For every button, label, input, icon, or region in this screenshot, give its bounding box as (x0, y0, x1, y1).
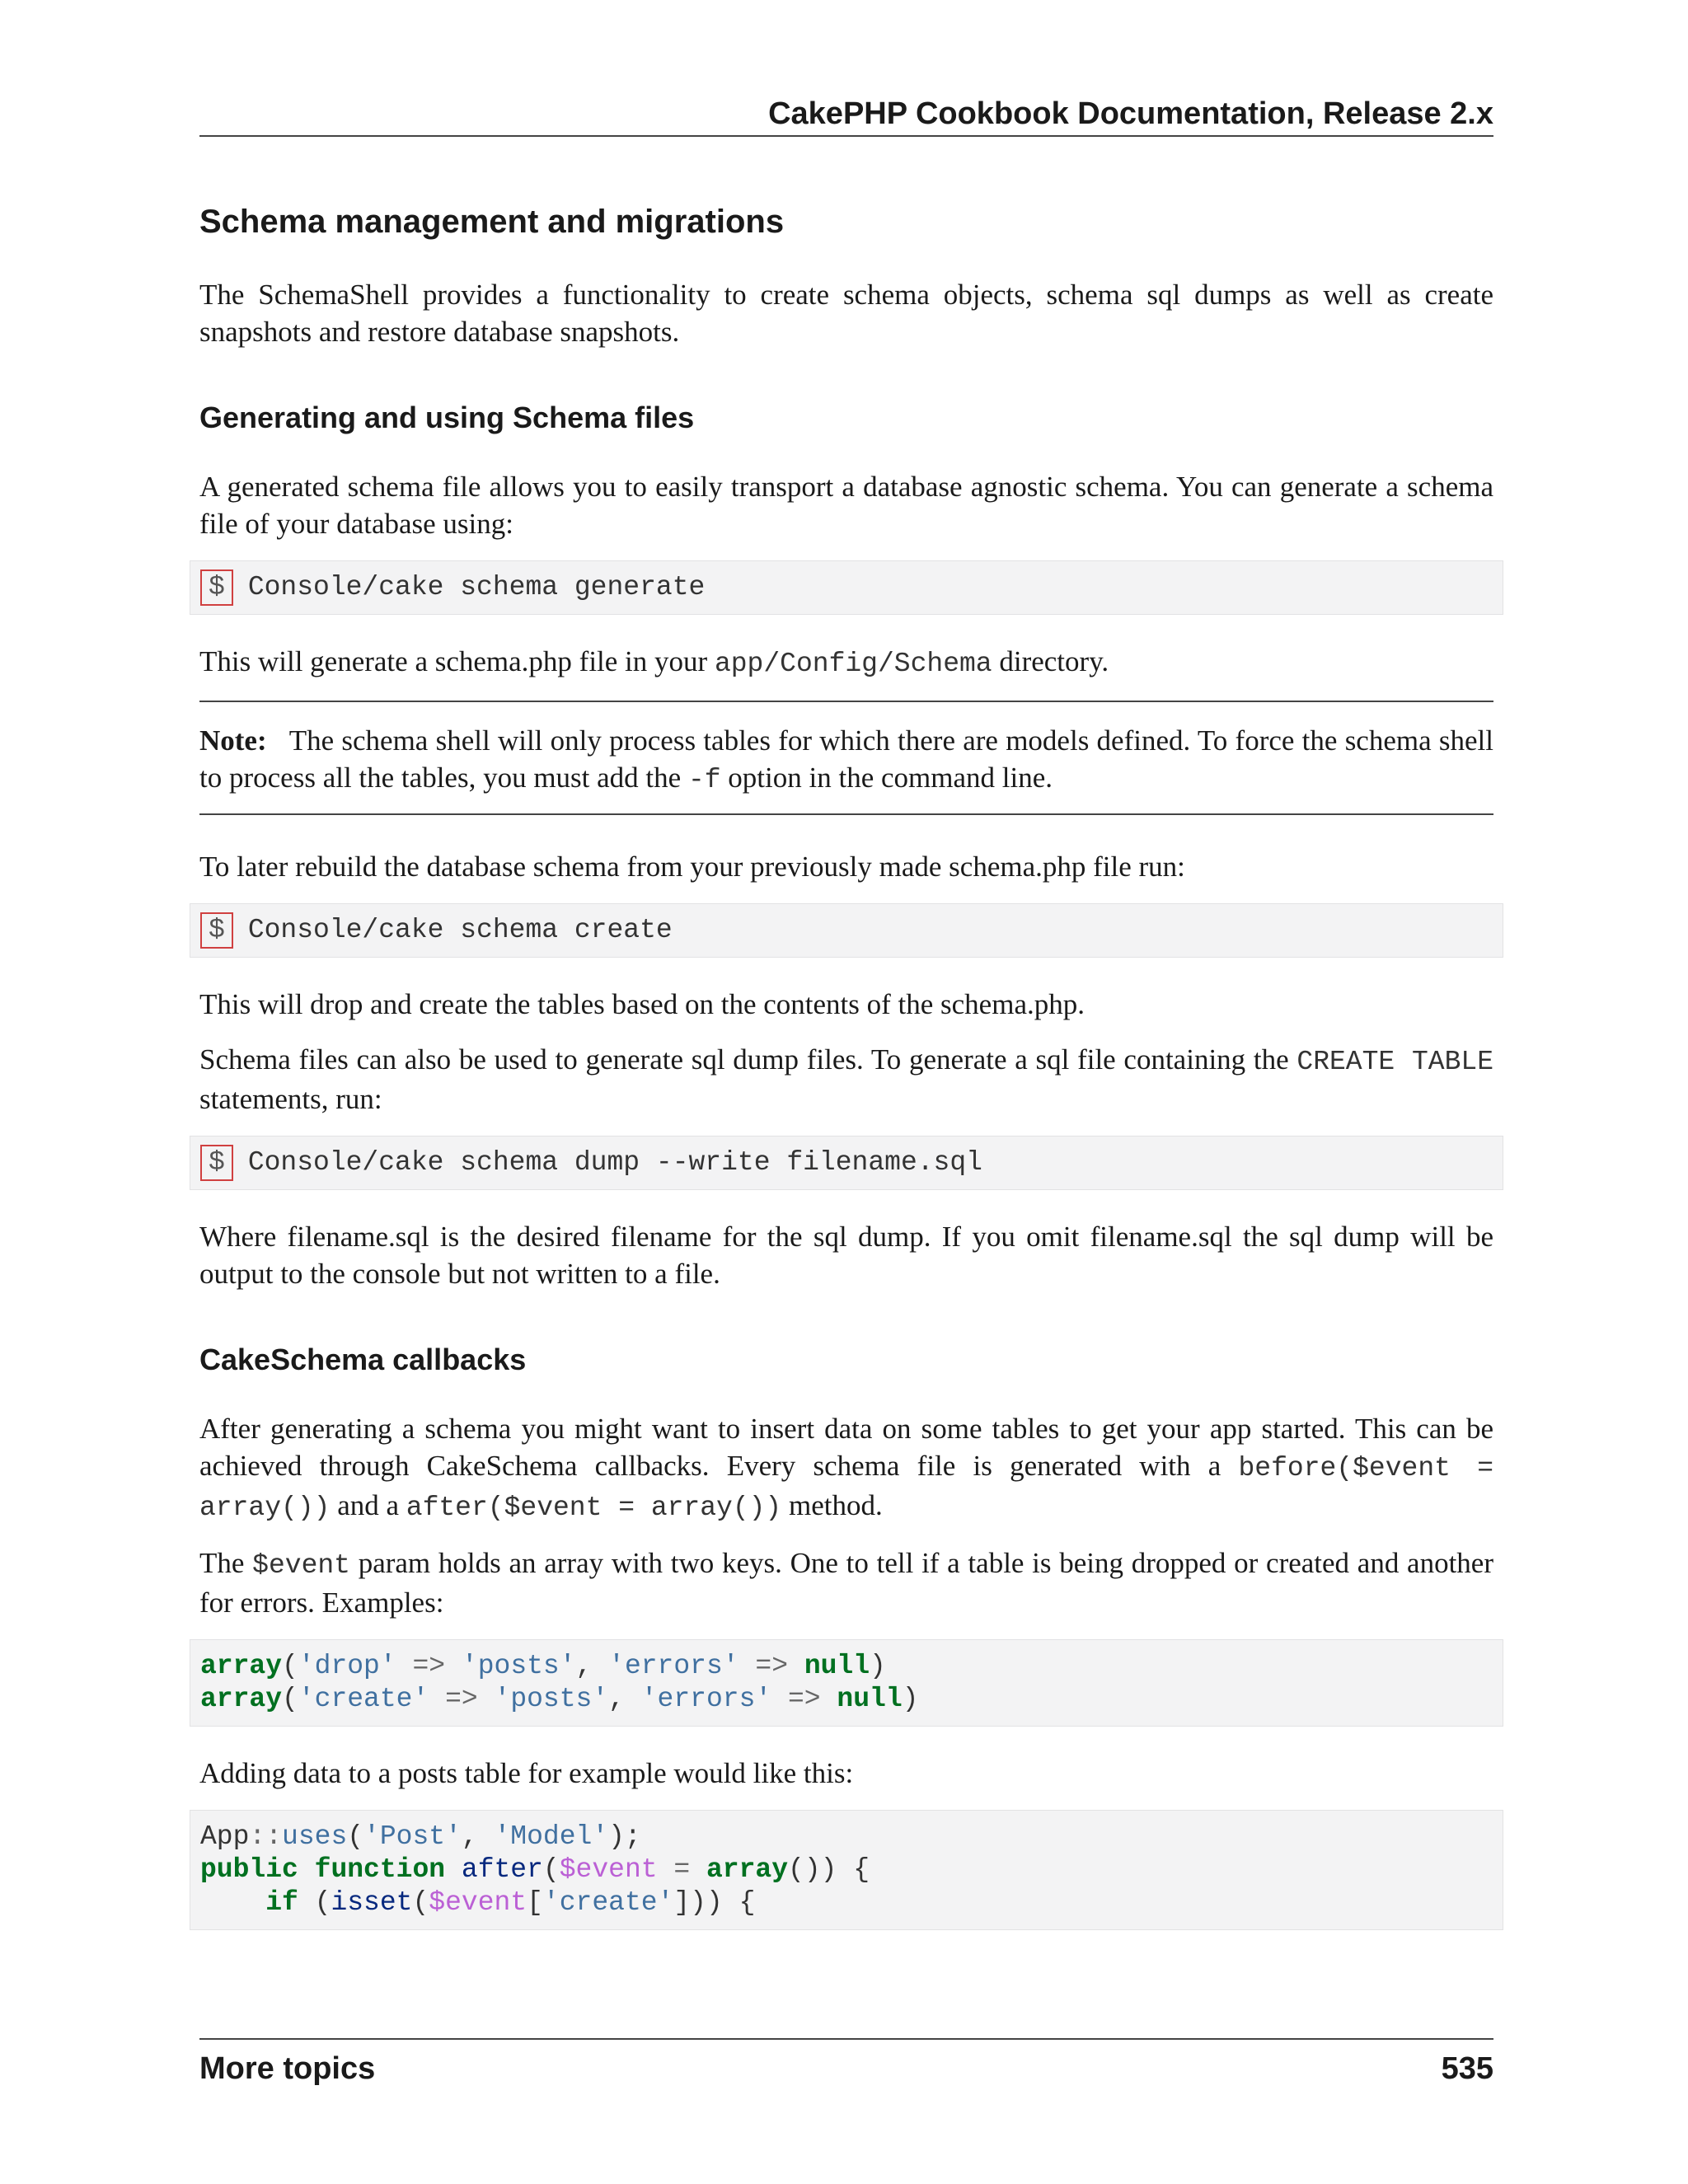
code-token: null (837, 1684, 903, 1715)
code-token: public (200, 1854, 298, 1886)
code-token: array (200, 1684, 283, 1715)
event-paragraph (199, 1544, 1493, 1621)
command-text: Console/cake schema create (247, 915, 673, 946)
dump-paragraph (199, 1041, 1493, 1118)
text-run: This will generate a schema.php file in your (199, 645, 715, 678)
code-token: 'posts' (461, 1651, 576, 1682)
code-token: isset (331, 1887, 413, 1919)
code-token: 'drop' (298, 1651, 396, 1682)
callbacks-paragraph (199, 1410, 1493, 1526)
code-token: if (265, 1887, 298, 1919)
code-token: null (804, 1651, 870, 1682)
text-run: statements, run: (199, 1083, 382, 1116)
code-block-examples: array('drop' => 'posts', 'errors' => null) array('create' => 'posts', 'errors' => null) (190, 1639, 1503, 1727)
text-run: option in the command line. (720, 762, 1053, 794)
code-token: 'create' (298, 1684, 429, 1715)
intro-paragraph: The SchemaShell provides a functionality to create schema objects, schema sql dumps as well as create snapshots and restore database snapshots. (199, 279, 1493, 348)
inline-code: CREATE TABLE (1296, 1047, 1494, 1078)
code-token: array (706, 1854, 789, 1886)
code-token: => (755, 1651, 788, 1682)
inline-code: $event (252, 1550, 350, 1582)
shell-prompt: $ (200, 1145, 233, 1181)
code-token: 'Post' (363, 1821, 462, 1853)
text-run: After generating a schema you might want to insert data on some tables to get your app started. This can be achieved through CakeSchema callbacks. Every schema file is generated with a (199, 1413, 1493, 1483)
code-block-after: App::uses('Post', 'Model'); public function after($event = array()) { if (isset($event['create'])) { (190, 1810, 1503, 1930)
text-run: method. (781, 1489, 883, 1522)
footer-section: More topics (199, 2051, 376, 2086)
subsection-title-generating: Generating and using Schema files (199, 401, 695, 434)
drop-paragraph: This will drop and create the tables based on the contents of the schema.php. (199, 988, 1085, 1021)
header-title: CakePHP Cookbook Documentation, Release 2.x (768, 96, 1493, 131)
code-block-dump (190, 1136, 1503, 1190)
note-paragraph (199, 722, 1493, 799)
where-paragraph: Where filename.sql is the desired filename for the sql dump. If you omit filename.sql the sql dump will be output to the console but not written to a file. (199, 1221, 1493, 1291)
code-token: 'errors' (608, 1651, 739, 1682)
footer-page-number: 535 (1441, 2051, 1493, 2086)
code-token: => (445, 1684, 478, 1715)
text-run: The (199, 1547, 253, 1580)
shell-prompt: $ (200, 569, 233, 606)
text-run: The schema shell will only process tables for which there are models defined. To force the schema shell to process all the tables, you must add the (199, 724, 1493, 794)
text-run: param holds an array with two keys. One to tell if a table is being dropped or created and another for errors. Examples: (199, 1547, 1493, 1619)
inline-code: -f (687, 765, 721, 796)
code-block-generate (190, 560, 1503, 615)
command-text: Console/cake schema generate (247, 572, 706, 603)
code-token: $event (559, 1854, 658, 1886)
code-token: array (200, 1651, 283, 1682)
code-token: = (673, 1854, 691, 1886)
code-token: 'Model' (494, 1821, 609, 1853)
subsection-title-callbacks: CakeSchema callbacks (199, 1343, 527, 1377)
note-box (199, 701, 1493, 815)
section-title: Schema management and migrations (199, 204, 785, 240)
code-token: 'errors' (640, 1684, 772, 1715)
code-token: $event (429, 1887, 528, 1919)
note-label: Note: (199, 724, 267, 757)
text-run: and a (330, 1489, 406, 1522)
code-token: => (788, 1684, 821, 1715)
code-token: 'posts' (494, 1684, 609, 1715)
inline-code: before($event = array()) (199, 1453, 1493, 1524)
code-token: :: (249, 1821, 283, 1853)
code-token: after (461, 1854, 543, 1886)
text-run: directory. (992, 645, 1109, 678)
code-token: uses (282, 1821, 348, 1853)
page-content (199, 185, 1493, 1958)
running-header (199, 92, 1493, 137)
generating-paragraph: A generated schema file allows you to easily transport a database agnostic schema. You can generate a schema file of your database using: (199, 471, 1493, 541)
inline-code: app/Config/Schema (714, 649, 992, 680)
text-run: Schema files can also be used to generate sql dump files. To generate a sql file containing the (199, 1043, 1297, 1076)
code-token: function (314, 1854, 446, 1886)
code-token: 'create' (542, 1887, 674, 1919)
generate-result-paragraph (199, 643, 1493, 682)
rebuild-paragraph: To later rebuild the database schema from your previously made schema.php file run: (199, 851, 1185, 883)
shell-prompt: $ (200, 912, 233, 949)
document-page (199, 0, 1493, 2184)
running-footer (199, 2038, 1493, 2086)
command-text: Console/cake schema dump --write filename.sql (247, 1147, 982, 1179)
code-block-create (190, 903, 1503, 958)
code-token: => (412, 1651, 446, 1682)
adding-paragraph: Adding data to a posts table for example would like this: (199, 1757, 854, 1790)
inline-code: after($event = array()) (406, 1493, 782, 1524)
code-token: App (200, 1821, 250, 1853)
